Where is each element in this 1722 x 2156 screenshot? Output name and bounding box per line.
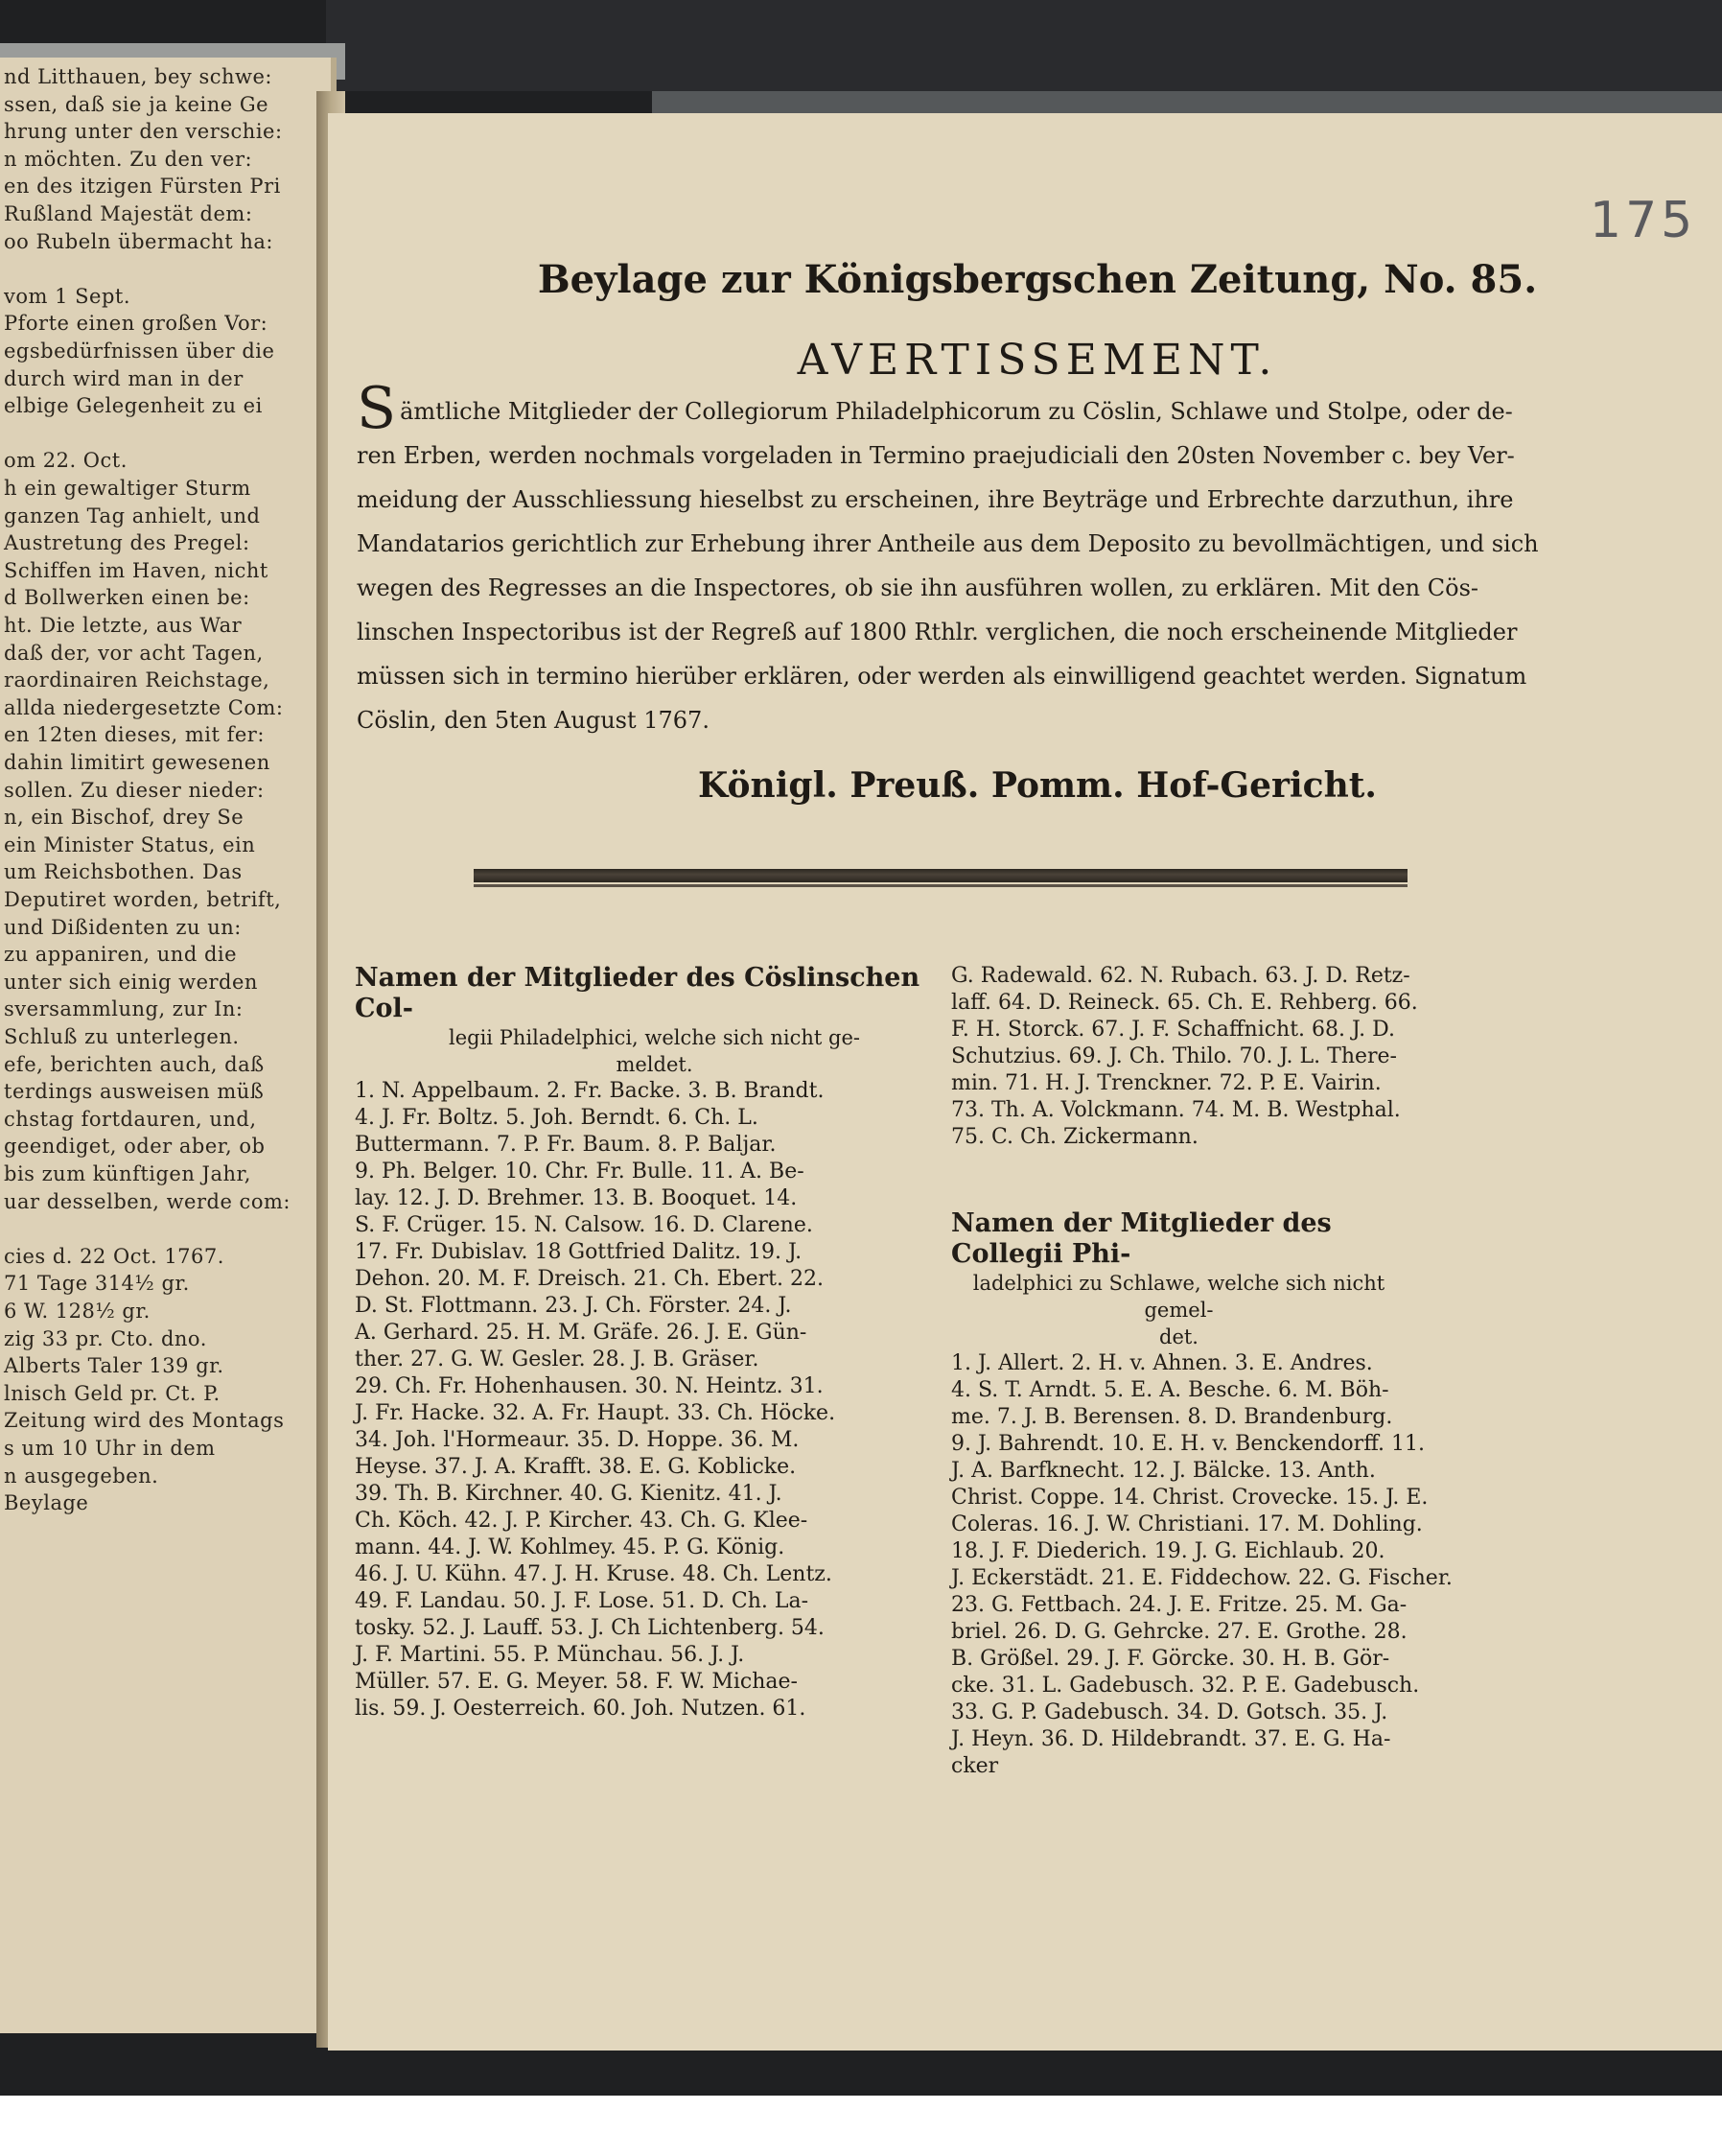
left-page-line: oo Rubeln übermacht ha: — [4, 229, 273, 253]
left-page-line: hrung unter den verschie: — [4, 120, 283, 144]
left-page-line: Alberts Taler 139 gr. — [4, 1354, 224, 1378]
notice-title: AVERTISSEMENT. — [797, 336, 1278, 385]
notice-body-line: linschen Inspectoribus ist der Regreß auf 1800 Rthlr. verglichen, die noch erscheinende Mitglieder — [357, 619, 1518, 645]
coeslin-members-list-continued — [951, 963, 1418, 1151]
member-name-line: J. A. Barfknecht. 12. J. Bälcke. 13. Anth. — [951, 1459, 1376, 1483]
member-name-line: 9. Ph. Belger. 10. Chr. Fr. Bulle. 11. A. Be- — [355, 1160, 804, 1183]
left-page-line: ein Minister Status, ein — [4, 832, 256, 856]
member-name-line: ther. 27. G. W. Gesler. 28. J. B. Gräser. — [355, 1348, 759, 1371]
left-page-line: durch wird man in der — [4, 366, 244, 390]
member-name-line: 33. G. P. Gadebusch. 34. D. Gotsch. 35. J. — [951, 1700, 1388, 1724]
coeslin-members-list — [355, 963, 954, 1722]
member-name-line: J. Eckerstädt. 21. E. Fiddechow. 22. G. Fischer. — [951, 1566, 1453, 1590]
member-name-line: 4. J. Fr. Boltz. 5. Joh. Berndt. 6. Ch. L. — [355, 1106, 758, 1130]
member-name-line: Schutzius. 69. J. Ch. Thilo. 70. J. L. There- — [951, 1044, 1397, 1068]
member-name-line: Müller. 57. E. G. Meyer. 58. F. W. Michae- — [355, 1670, 798, 1694]
left-page-line: raordinairen Reichstage, — [4, 668, 270, 692]
notice-body-line: wegen des Regresses an die Inspectores, ob sie ihn ausführen wollen, zu erklären. Mit den Cös- — [357, 574, 1478, 601]
member-name-line: 23. G. Fettbach. 24. J. E. Fritze. 25. M. Ga- — [951, 1593, 1408, 1617]
member-name-line: 1. N. Appelbaum. 2. Fr. Backe. 3. B. Brandt. — [355, 1079, 825, 1103]
coeslin-list-subheading-1: legii Philadelphici, welche sich nicht ge- — [449, 1026, 860, 1049]
member-name-line: laff. 64. D. Reineck. 65. Ch. E. Rehberg. 66. — [951, 991, 1418, 1015]
left-page — [0, 58, 337, 2033]
coeslin-list-heading: Namen der Mitglieder des Cöslinschen Col- — [355, 963, 920, 1023]
member-name-line: tosky. 52. J. Lauff. 53. J. Ch Lichtenberg. 54. — [355, 1616, 825, 1640]
notice-body-line: ren Erben, werden nochmals vorgeladen in Termino praejudiciali den 20sten November c. bey Ver- — [357, 442, 1515, 469]
left-page-line: und Dißidenten zu un: — [4, 915, 242, 939]
member-name-line: J. Heyn. 36. D. Hildebrandt. 37. E. G. Ha- — [951, 1727, 1391, 1751]
left-page-line: d Bollwerken einen be: — [4, 586, 250, 610]
left-page-line: um Reichsbothen. Das — [4, 860, 243, 884]
notice-body-line: müssen sich in termino hierüber erklären, oder werden als einwilligend geachtet werden. Signatum — [357, 663, 1527, 690]
member-name-line: S. F. Crüger. 15. N. Calsow. 16. D. Clarene. — [355, 1213, 813, 1237]
member-name-line: G. Radewald. 62. N. Rubach. 63. J. D. Retz- — [951, 964, 1410, 988]
member-name-line: 39. Th. B. Kirchner. 40. G. Kienitz. 41. J. — [355, 1482, 782, 1506]
left-page-line: Schiffen im Haven, nicht — [4, 558, 268, 582]
left-page-line: n, ein Bischof, drey Se — [4, 806, 244, 830]
member-name-line: 1. J. Allert. 2. H. v. Ahnen. 3. E. Andres. — [951, 1351, 1373, 1375]
left-page-line: chstag fortdauren, und, — [4, 1107, 257, 1131]
notice-body-line: Cöslin, den 5ten August 1767. — [357, 707, 710, 734]
left-page-line: sollen. Zu dieser nieder: — [4, 778, 265, 802]
left-page-line: en des itzigen Fürsten Pri — [4, 175, 281, 199]
member-name-line: Coleras. 16. J. W. Christiani. 17. M. Dohling. — [951, 1512, 1423, 1536]
coeslin-list-names — [355, 1078, 954, 1722]
member-name-line: lay. 12. J. D. Brehmer. 13. B. Booquet. 14. — [355, 1186, 798, 1210]
left-page-line: Pforte einen großen Vor: — [4, 312, 268, 336]
coeslin-list-names-continued — [951, 963, 1418, 1151]
member-name-line: 46. J. U. Kühn. 47. J. H. Kruse. 48. Ch. Lentz. — [355, 1562, 832, 1586]
court-signature: Königl. Preuß. Pomm. Hof-Gericht. — [698, 765, 1377, 806]
member-name-line: min. 71. H. J. Trenckner. 72. P. E. Vairin. — [951, 1071, 1382, 1095]
member-name-line: 17. Fr. Dubislav. 18 Gottfried Dalitz. 19. J. — [355, 1240, 803, 1264]
left-page-line: daß der, vor acht Tagen, — [4, 641, 264, 665]
member-name-line: B. Größel. 29. J. F. Görcke. 30. H. B. Gör- — [951, 1647, 1390, 1671]
schlawe-list-subheading-2: det. — [1159, 1325, 1198, 1348]
left-page-line: 6 W. 128½ gr. — [4, 1300, 151, 1323]
member-name-line: 34. Joh. l'Hormeaur. 35. D. Hoppe. 36. M. — [355, 1428, 800, 1452]
schlawe-members-list — [951, 1208, 1453, 1780]
left-page-line: s um 10 Uhr in dem — [4, 1437, 216, 1460]
left-page-line: ssen, daß sie ja keine Ge — [4, 92, 269, 116]
member-name-line: J. Fr. Hacke. 32. A. Fr. Haupt. 33. Ch. Höcke. — [355, 1401, 836, 1425]
left-page-line: nd Litthauen, bey schwe: — [4, 65, 273, 88]
coeslin-list-subheading-2: meldet. — [616, 1053, 693, 1076]
left-page-line: bis zum künftigen Jahr, — [4, 1162, 251, 1185]
member-name-line: 29. Ch. Fr. Hohenhausen. 30. N. Heintz. 31. — [355, 1374, 824, 1398]
left-page-line: elbige Gelegenheit zu ei — [4, 394, 263, 418]
left-page-line: egsbedürfnissen über die — [4, 340, 275, 363]
notice-body — [357, 375, 1560, 742]
member-name-line: A. Gerhard. 25. H. M. Gräfe. 26. J. E. Gün- — [355, 1321, 807, 1345]
member-name-line: Buttermann. 7. P. Fr. Baum. 8. P. Baljar. — [355, 1133, 777, 1157]
schlawe-list-names — [951, 1350, 1453, 1780]
member-name-line: Christ. Coppe. 14. Christ. Crovecke. 15. J. E. — [951, 1486, 1429, 1510]
member-name-line: 18. J. F. Diederich. 19. J. G. Eichlaub. 20. — [951, 1539, 1385, 1563]
schlawe-list-subheading-1: ladelphici zu Schlawe, welche sich nicht gemel- — [972, 1272, 1385, 1322]
pencil-page-number: 175 — [1590, 192, 1697, 249]
left-page-line: Beylage — [4, 1491, 89, 1515]
left-page-line: allda niedergesetzte Com: — [4, 695, 284, 719]
left-page-line: Schluß zu unterlegen. — [4, 1025, 240, 1048]
schlawe-list-heading: Namen der Mitglieder des Collegii Phi- — [951, 1208, 1332, 1269]
newspaper-header: Beylage zur Königsbergschen Zeitung, No. 85. — [537, 257, 1538, 302]
member-name-line: Heyse. 37. J. A. Krafft. 38. E. G. Koblicke. — [355, 1455, 797, 1479]
member-name-line: 4. S. T. Arndt. 5. E. A. Besche. 6. M. Böh- — [951, 1378, 1389, 1402]
member-name-line: 49. F. Landau. 50. J. F. Lose. 51. D. Ch. La- — [355, 1589, 809, 1613]
left-page-line: Rußland Majestät dem: — [4, 202, 253, 225]
right-page — [328, 113, 1722, 2051]
left-page-line: 71 Tage 314½ gr. — [4, 1272, 190, 1296]
notice-body-line: Mandatarios gerichtlich zur Erhebung ihrer Antheile aus dem Deposito zu bevollmächtigen, und sich — [357, 530, 1539, 557]
member-name-line: F. H. Storck. 67. J. F. Schaffnicht. 68. J. D. — [951, 1018, 1395, 1042]
left-page-line: Deputiret worden, betrift, — [4, 888, 282, 911]
left-page-line: n möchten. Zu den ver: — [4, 147, 253, 171]
left-page-line: Austretung des Pregel: — [4, 531, 250, 555]
left-page-line: en 12ten dieses, mit fer: — [4, 723, 265, 747]
left-page-line: n ausgegeben. — [4, 1464, 159, 1488]
member-name-line: 73. Th. A. Volckmann. 74. M. B. Westphal. — [951, 1098, 1401, 1122]
member-name-line: briel. 26. D. G. Gehrcke. 27. E. Grothe. 28. — [951, 1620, 1408, 1644]
member-name-line: Dehon. 20. M. F. Dreisch. 21. Ch. Ebert. 22. — [355, 1267, 824, 1291]
left-page-line: geendiget, oder aber, ob — [4, 1135, 266, 1159]
member-name-line: 75. C. Ch. Zickermann. — [951, 1125, 1198, 1149]
left-page-line: ht. Die letzte, aus War — [4, 614, 243, 637]
left-page-line: sversammlung, zur In: — [4, 997, 244, 1021]
notice-body-line: meidung der Ausschliessung hieselbst zu erscheinen, ihre Beyträge und Erbrechte darzuthun, ihre — [357, 486, 1514, 513]
left-page-line: h ein gewaltiger Sturm — [4, 477, 251, 500]
member-name-line: cke. 31. L. Gadebusch. 32. P. E. Gadebusch. — [951, 1674, 1420, 1698]
member-name-line: mann. 44. J. W. Kohlmey. 45. P. G. König. — [355, 1535, 785, 1559]
member-name-line: cker — [951, 1754, 999, 1778]
left-page-line: Zeitung wird des Montags — [4, 1409, 285, 1433]
left-page-line: zu appaniren, und die — [4, 943, 238, 967]
member-name-line: me. 7. J. B. Berensen. 8. D. Brandenburg. — [951, 1405, 1393, 1429]
left-page-line: unter sich einig werden — [4, 970, 258, 994]
dark-background — [326, 0, 1722, 91]
member-name-line: Ch. Köch. 42. J. P. Kircher. 43. Ch. G. Klee- — [355, 1509, 808, 1533]
left-page-line: dahin limitirt gewesenen — [4, 751, 270, 774]
member-name-line: 9. J. Bahrendt. 10. E. H. v. Benckendorff. 11. — [951, 1432, 1426, 1456]
member-name-line: D. St. Flottmann. 23. J. Ch. Förster. 24. J. — [355, 1294, 792, 1318]
separator-rule — [474, 869, 1408, 882]
left-page-line: lnisch Geld pr. Ct. P. — [4, 1381, 221, 1405]
drop-capital: S — [357, 375, 397, 442]
member-name-line: J. F. Martini. 55. P. Münchau. 56. J. J. — [355, 1643, 745, 1667]
left-page-line: zig 33 pr. Cto. dno. — [4, 1326, 207, 1350]
left-page-line: uar desselben, werde com: — [4, 1189, 291, 1213]
notice-body-line: ämtliche Mitglieder der Collegiorum Philadelphicorum zu Cöslin, Schlawe und Stolpe, oder de- — [400, 398, 1513, 425]
left-page-line: ganzen Tag anhielt, und — [4, 504, 261, 527]
left-page-line: om 22. Oct. — [4, 449, 128, 473]
member-name-line: lis. 59. J. Oesterreich. 60. Joh. Nutzen. 61. — [355, 1697, 806, 1721]
left-page-line: efe, berichten auch, daß — [4, 1052, 265, 1076]
left-page-line: terdings ausweisen müß — [4, 1080, 265, 1104]
separator-rule-thin — [474, 884, 1408, 887]
left-page-line: vom 1 Sept. — [4, 284, 131, 308]
left-page-line: cies d. 22 Oct. 1767. — [4, 1244, 224, 1268]
